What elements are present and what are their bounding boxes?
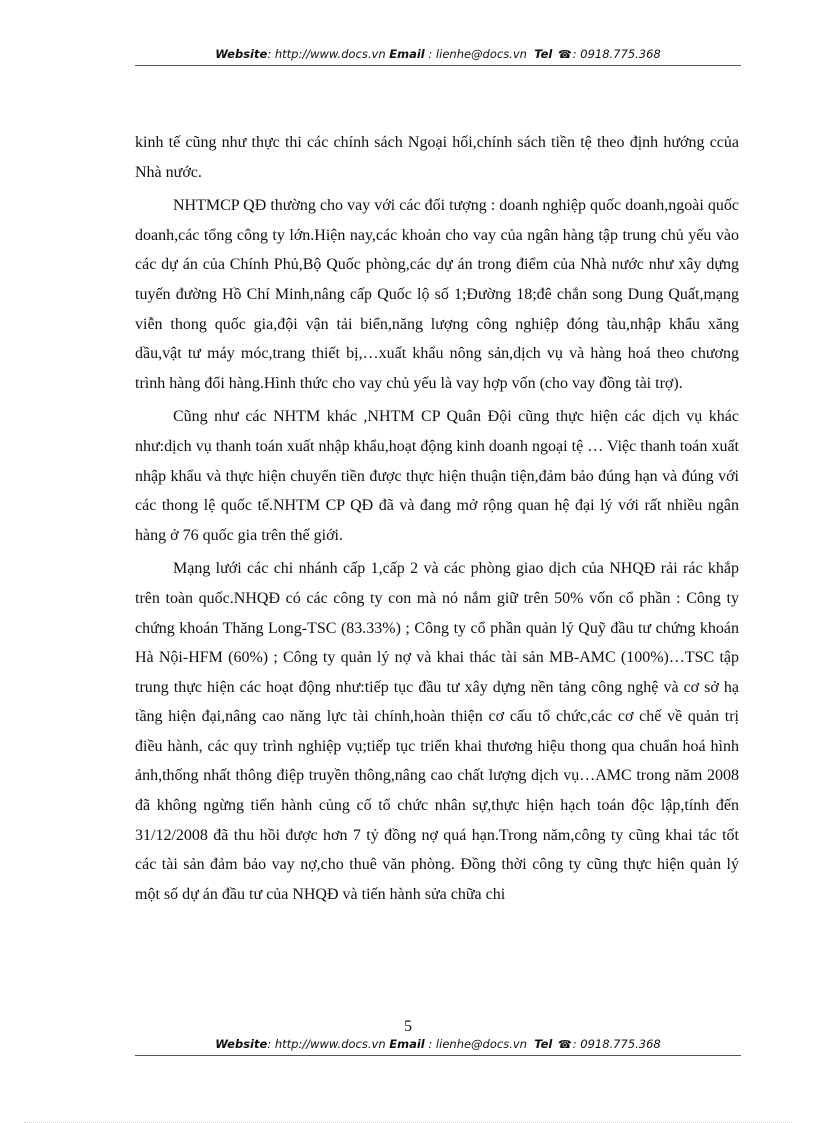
paragraph-2: NHTMCP QĐ thường cho vay với các đối tượng : doanh nghiệp quốc doanh,ngoài quốc doanh,các tổng công ty lớn.Hiện nay,các khoản cho vay của ngân hàng tập trung chủ yếu vào các dự án của Chính Phủ,Bộ Quốc phòng,các dự án trong điểm của Nhà nước như xây dựng tuyến đường Hồ Chí Minh,nâng cấp Quốc lộ số 1;Đường 18;đê chắn song Dung Quất,mạng viễn thong quốc gia,đội vận tải biển,năng lượng công nghiệp đóng tàu,nhập khẩu xăng dầu,vật tư máy móc,trang thiết bị,…xuất khẩu nông sản,dịch vụ và hàng hoá theo chương trình hàng đổi hàng.Hình thức cho vay chủ yếu là vay hợp vốn (cho vay đồng tài trợ). xyxy=(135,197,739,392)
footer-website-label: Website xyxy=(215,1037,268,1051)
page-footer xyxy=(135,1037,741,1056)
header-email-link[interactable]: : lienhe@docs.vn xyxy=(424,47,527,61)
header-tel-label: Tel xyxy=(534,47,553,61)
phone-icon: ☎ xyxy=(558,1038,572,1051)
header-tel-value: : 0918.775.368 xyxy=(572,47,661,61)
header-website-link[interactable]: : http://www.docs.vn xyxy=(267,47,386,61)
paragraph-4: Mạng lưới các chi nhánh cấp 1,cấp 2 và các phòng giao dịch của NHQĐ rải rác khắp trên toàn quốc.NHQĐ có các công ty con mà nó nắm giữ trên 50% vốn cổ phần : Công ty chứng khoán Thăng Long-TSC (83.33%) ; Công ty cổ phần quản lý Quỹ đầu tư chứng khoán Hà Nội-HFM (60%) ; Công ty quản lý nợ và khai thác tài sản MB-AMC (100%)…TSC tập trung thực hiện các hoạt động như:tiếp tục đầu tư xây dựng nền tảng công nghệ và cơ sở hạ tầng hiện đại,nâng cao năng lực tài chính,hoàn thiện cơ cấu tổ chức,các cơ chế về quản trị điều hành, các quy trình nghiệp vụ;tiếp tục triển khai thương hiệu thong qua chuẩn hoá hình ảnh,thống nhất thông điệp truyền thông,nâng cao chất lượng dịch vụ…AMC trong năm 2008 đã không ngừng tiến hành củng cố tổ chức nhân sự,thực hiện hạch toán độc lập,tính đến 31/12/2008 đã thu hồi được hơn 7 tỷ đồng nợ quá hạn.Trong năm,công ty cũng khai tác tốt các tài sản đảm bảo vay nợ,cho thuê văn phòng. Đồng thời công ty cũng thực hiện quản lý một số dự án đầu tư của NHQĐ và tiến hành sửa chữa chi xyxy=(135,560,739,903)
footer-tel-value: : 0918.775.368 xyxy=(572,1037,661,1051)
header-website-label: Website xyxy=(215,47,268,61)
footer-website-link[interactable]: : http://www.docs.vn xyxy=(267,1037,386,1051)
paragraph-1: kinh tế cũng như thực thi các chính sách Ngoại hối,chính sách tiền tệ theo định hướng ccủa Nhà nước. xyxy=(135,134,739,181)
paragraph-3: Cũng như các NHTM khác ,NHTM CP Quân Đội cũng thực hiện các dịch vụ khác như:dịch vụ thanh toán xuất nhập khẩu,hoạt động kinh doanh ngoại tệ … Việc thanh toán xuất nhập khẩu và thực hiện chuyển tiền được thực hiện thuận tiện,đảm bảo đúng hạn và đúng với các thong lệ quốc tế.NHTM CP QĐ đã và đang mở rộng quan hệ đại lý với rất nhiều ngân hàng ở 76 quốc gia trên thế giới. xyxy=(135,408,739,544)
footer-email-link[interactable]: : lienhe@docs.vn xyxy=(424,1037,527,1051)
document-body xyxy=(135,128,739,913)
page-header xyxy=(135,47,741,66)
page-number: 5 xyxy=(404,1018,412,1035)
header-email-label: Email xyxy=(389,47,425,61)
phone-icon: ☎ xyxy=(558,48,572,61)
footer-email-label: Email xyxy=(389,1037,425,1051)
footer-tel-label: Tel xyxy=(534,1037,553,1051)
